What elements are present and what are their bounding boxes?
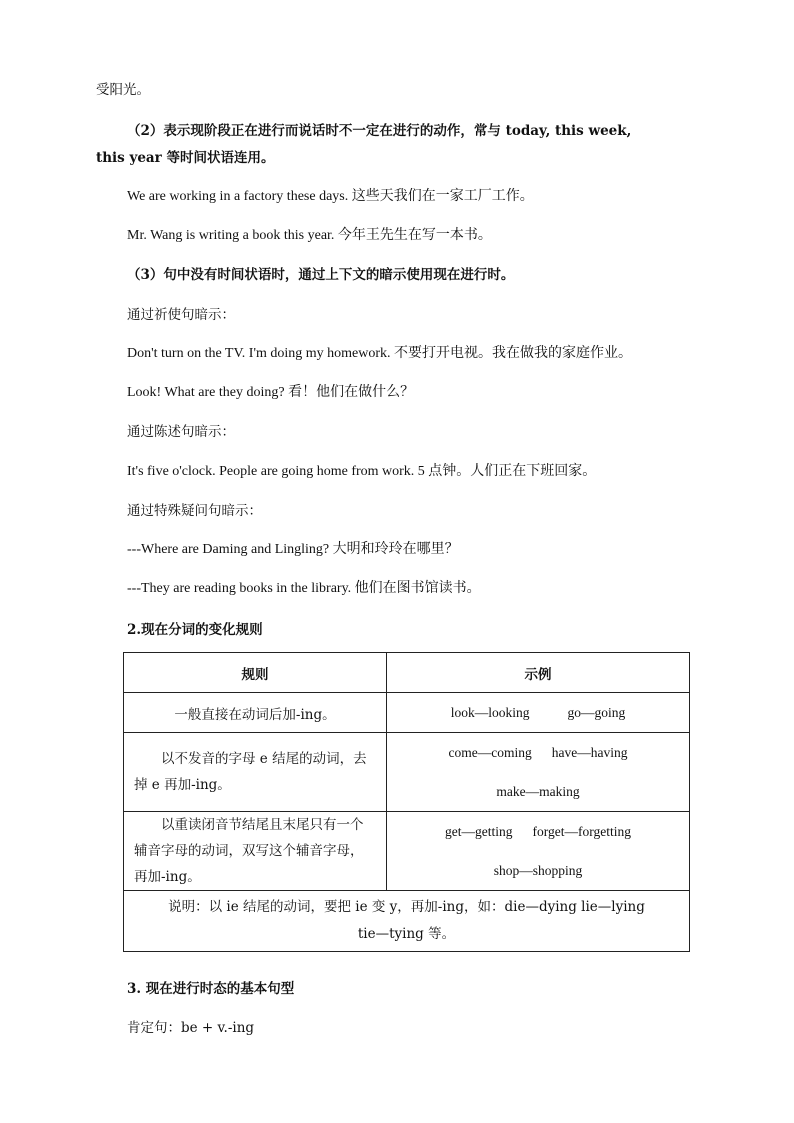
example-word: get—getting: [445, 824, 513, 839]
example-cell: [387, 733, 690, 812]
header-rule: 规则: [124, 653, 387, 693]
section-heading: （3）句中没有时间状语时，通过上下文的暗示使用现在进行时。: [127, 267, 515, 283]
text-line: 受阳光。: [96, 82, 150, 98]
table-row: [124, 812, 690, 891]
rule-cell: 以不发音的字母 e 结尾的动词，去掉 e 再加-ing。: [124, 733, 387, 812]
table-note-row: [124, 891, 690, 952]
rule-cell: 一般直接在动词后加-ing。: [124, 693, 387, 733]
note-line: tie—tying 等。: [357, 926, 456, 942]
example-word: come—coming: [448, 745, 532, 760]
subheading: 通过陈述句暗示：: [127, 424, 235, 440]
text-line: 肯定句：be + v.-ing: [127, 1020, 255, 1036]
example-sentence: Don't turn on the TV. I'm doing my homework. 不要打开电视。我在做我的家庭作业。: [127, 346, 633, 361]
section-heading-continued: this year 等时间状语连用。: [96, 150, 275, 166]
note-line: 说明：以 ie 结尾的动词，要把 ie 变 y，再加-ing，如：die—dying lie—lying: [168, 899, 645, 915]
section-heading: （2）表示现阶段正在进行而说话时不一定在进行的动作，常与 today, this week,: [127, 123, 632, 139]
participle-rules-table: [123, 652, 690, 952]
section-title: 3. 现在进行时态的基本句型: [127, 981, 295, 997]
example-cell: [387, 812, 690, 891]
dialogue-line: ---They are reading books in the library. 他们在图书馆读书。: [127, 581, 481, 596]
rule-cell: 以重读闭音节结尾且末尾只有一个辅音字母的动词，双写这个辅音字母，再加-ing。: [124, 812, 387, 891]
example-sentence: Mr. Wang is writing a book this year. 今年王先生在写一本书。: [127, 228, 492, 243]
table-header-row: [124, 653, 690, 693]
table-row: [124, 733, 690, 812]
subheading: 通过特殊疑问句暗示：: [127, 503, 262, 519]
example-sentence: We are working in a factory these days. 这些天我们在一家工厂工作。: [127, 189, 534, 204]
header-example: 示例: [387, 653, 690, 693]
example-sentence: Look! What are they doing? 看！他们在做什么？: [127, 385, 415, 400]
dialogue-line: ---Where are Daming and Lingling? 大明和玲玲在哪里？: [127, 542, 459, 557]
example-word: look—looking: [450, 705, 530, 720]
note-cell: [124, 891, 690, 952]
example-word: go—going: [567, 705, 626, 720]
example-word: make—making: [496, 784, 580, 799]
subheading: 通过祈使句暗示：: [127, 307, 235, 323]
example-word: have—having: [551, 745, 628, 760]
table-row: [124, 693, 690, 733]
example-word: shop—shopping: [493, 863, 583, 878]
section-title: 2.现在分词的变化规则: [127, 622, 263, 638]
example-sentence: It's five o'clock. People are going home from work. 5 点钟。人们正在下班回家。: [127, 464, 597, 479]
example-cell: [387, 693, 690, 733]
example-word: forget—forgetting: [532, 824, 631, 839]
